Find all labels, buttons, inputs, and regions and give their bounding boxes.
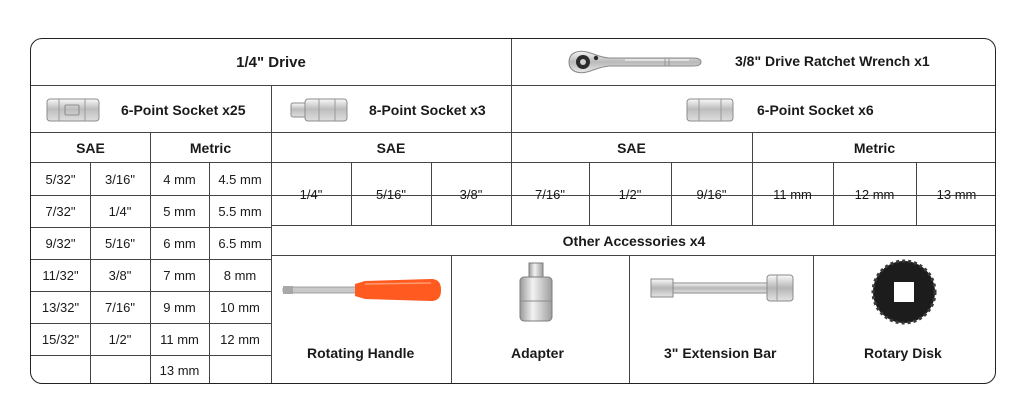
size-cell: 4.5 mm <box>218 171 262 187</box>
size-cell: 7/16" <box>105 300 135 315</box>
size-cell: 11 mm <box>773 186 812 202</box>
divider <box>31 85 996 86</box>
size-cell: 6 mm <box>163 236 196 251</box>
rotary-disk-icon <box>871 259 937 325</box>
size-cell: 3/8" <box>459 186 483 202</box>
spec-table <box>30 38 996 384</box>
size-cell: 13 mm <box>936 186 977 202</box>
divider <box>813 255 814 384</box>
ratchet-wrench-title: 3/8" Drive Ratchet Wrench x1 <box>735 53 930 69</box>
ratchet-wrench-icon <box>565 48 703 76</box>
size-cell: 9/32" <box>45 236 76 251</box>
size-cell: 3/8" <box>108 268 132 283</box>
size-cell: 5.5 mm <box>218 204 262 219</box>
extension-bar-icon <box>649 273 795 303</box>
divider <box>511 39 512 133</box>
size-cell: 11/32" <box>42 268 79 283</box>
size-cell: 5/16" <box>376 186 406 202</box>
accessory-label-adapter: Adapter <box>511 345 564 361</box>
size-cell: 1/2" <box>108 332 132 347</box>
size-cell: 7 mm <box>163 268 196 283</box>
size-cell: 1/4" <box>108 204 132 219</box>
column-sae-a: SAE <box>76 139 105 156</box>
column-sae-c: SAE <box>617 139 646 156</box>
accessory-label-rotating-handle: Rotating Handle <box>307 345 415 361</box>
size-cell: 12 mm <box>854 186 895 202</box>
size-cell: 10 mm <box>220 300 260 315</box>
rotating-handle-icon <box>281 275 443 305</box>
accessories-title: Other Accessories x4 <box>562 232 706 249</box>
accessory-label-rotary-disk: Rotary Disk <box>864 345 942 361</box>
eight-point-socket-title: 8-Point Socket x3 <box>369 102 486 118</box>
divider <box>271 255 996 256</box>
size-cell: 5 mm <box>163 204 196 219</box>
column-metric-a: Metric <box>189 139 232 156</box>
size-cell: 11 mm <box>160 332 199 347</box>
size-cell: 13 mm <box>159 363 200 378</box>
size-cell: 3/16" <box>105 171 135 187</box>
size-cell <box>31 356 90 384</box>
size-cell: 9 mm <box>163 300 196 315</box>
quarter-drive-title: 1/4" Drive <box>236 53 306 71</box>
size-cell: 7/16" <box>535 186 565 202</box>
size-cell <box>90 356 150 384</box>
six-point-socket-title-a: 6-Point Socket x25 <box>121 102 246 118</box>
size-cell: 4 mm <box>163 171 196 187</box>
size-cell: 8 mm <box>223 268 257 283</box>
size-cell: 5/16" <box>105 236 135 251</box>
size-cell: 7/32" <box>45 204 76 219</box>
size-cell <box>209 356 271 384</box>
size-cell: 5/32" <box>45 171 76 187</box>
divider <box>629 255 630 384</box>
column-metric-b: Metric <box>853 139 896 156</box>
accessory-label-extension-bar: 3" Extension Bar <box>664 345 777 361</box>
size-cell: 13/32" <box>41 300 80 315</box>
six-point-socket-icon <box>685 97 735 123</box>
size-cell: 1/4" <box>299 186 323 202</box>
six-point-socket-title-b: 6-Point Socket x6 <box>757 102 874 118</box>
size-cell: 15/32" <box>41 332 80 347</box>
size-cell: 1/2" <box>618 186 642 202</box>
size-cell: 9/16" <box>696 186 727 202</box>
size-cell: 6.5 mm <box>218 236 262 251</box>
adapter-icon <box>517 261 555 323</box>
column-sae-b: SAE <box>376 139 406 156</box>
size-cell: 12 mm <box>220 332 260 347</box>
six-point-socket-icon <box>45 97 101 123</box>
eight-point-socket-icon <box>289 97 349 123</box>
divider <box>451 255 452 384</box>
